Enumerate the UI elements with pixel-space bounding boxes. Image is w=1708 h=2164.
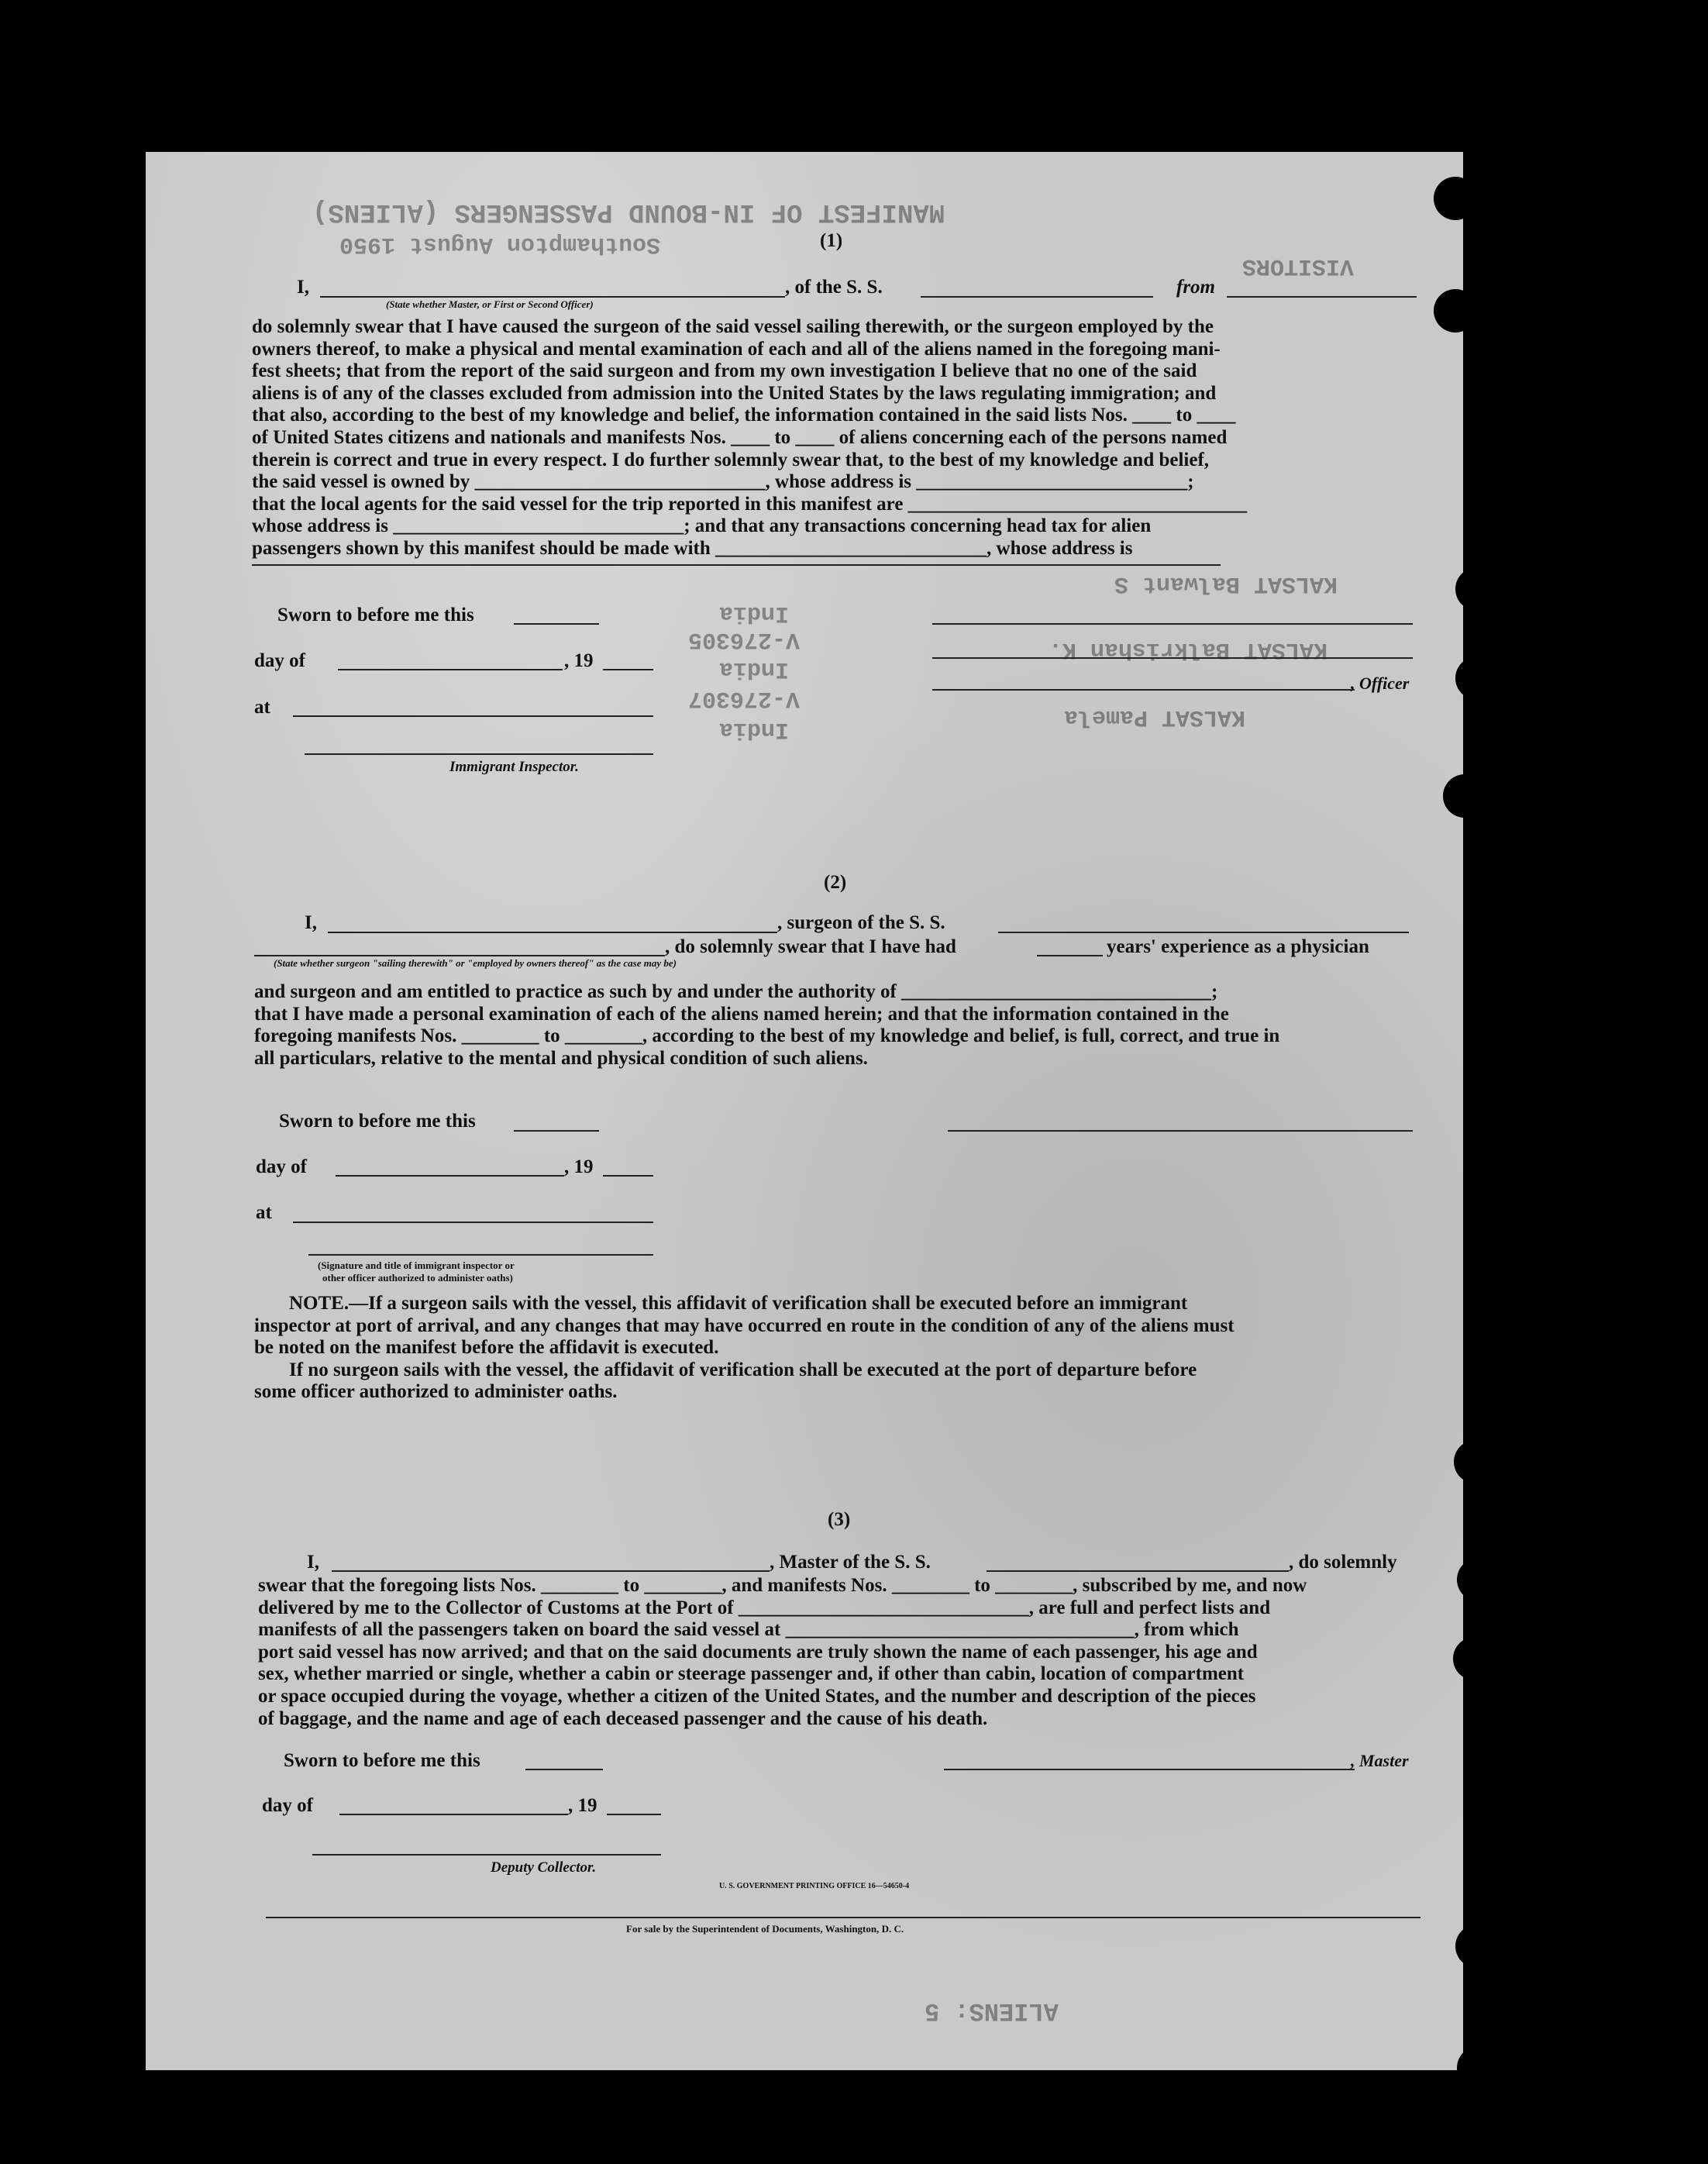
section-2-number: (2)	[824, 872, 847, 893]
s1-inspector-sig-line	[305, 753, 653, 755]
s1-from: from	[1176, 277, 1215, 298]
s2-sig-note-2: other officer authorized to administer oaths)	[322, 1272, 513, 1284]
s1-year-line	[603, 669, 653, 670]
section-3-number: (3)	[828, 1509, 851, 1530]
s2-nineteen: , 19	[564, 1156, 594, 1177]
s3-body-line: manifests of all the passengers taken on board the said vessel at ____________________________________, from which	[258, 1619, 1239, 1641]
s3-master-name-line	[332, 1570, 770, 1572]
s2-year-line	[603, 1175, 653, 1177]
s2-do-swear: , do solemnly swear that I have had	[665, 936, 956, 957]
s1-i-label: I,	[297, 277, 309, 298]
punch-hole	[1455, 1925, 1499, 1968]
s2-surgeon-of: , surgeon of the S. S.	[777, 912, 945, 933]
s1-body-line: whose address is ______________________________; and that any transactions concerning head tax for alien	[252, 515, 1152, 537]
punch-hole	[1457, 1558, 1500, 1601]
s2-note	[254, 1293, 1533, 1404]
ghost-v-2: V-276307	[688, 685, 801, 712]
s1-body-line: aliens is of any of the classes excluded from admission into the United States by the laws regulating immigration; and	[252, 382, 1217, 404]
s2-years-exp: years' experience as a physician	[1107, 936, 1369, 957]
s3-master-sig-line	[944, 1769, 1355, 1770]
s3-body-line: of baggage, and the name and age of each deceased passenger and the cause of his death.	[258, 1707, 988, 1729]
s2-note-line: If no surgeon sails with the vessel, the affidavit of verification shall be executed at the port of departure before	[289, 1359, 1197, 1380]
s1-officer-label: , Officer	[1351, 674, 1410, 693]
s1-body-line: therein is correct and true in every respect. I do further solemnly swear that, to the best of my knowledge and belief,	[252, 449, 1210, 470]
s2-body-line: all particulars, relative to the mental and physical condition of such aliens.	[254, 1047, 868, 1069]
s1-underline	[252, 564, 1221, 566]
punch-hole	[1434, 289, 1477, 333]
s1-at: at	[254, 697, 270, 718]
s1-body-line: that the local agents for the said vessel for the trip reported in this manifest are ___________________________________	[252, 493, 1248, 515]
s1-day-of: day of	[254, 650, 305, 671]
s3-ship-line	[987, 1570, 1289, 1572]
s1-at-line	[293, 715, 653, 717]
punch-hole	[1453, 1637, 1496, 1680]
s1-sworn-line	[514, 623, 599, 625]
ghost-india-1: India	[719, 600, 790, 626]
s2-note-line: some officer authorized to administer oaths.	[254, 1381, 618, 1403]
s1-body-line: the said vessel is owned by ______________________________, whose address is ____________________________;	[252, 471, 1194, 493]
s1-officer-line-2	[932, 657, 1413, 659]
s3-sworn: Sworn to before me this	[284, 1750, 480, 1771]
s3-i-label: I,	[307, 1552, 319, 1573]
footer-rule	[266, 1917, 1420, 1918]
s2-i-label: I,	[305, 912, 317, 933]
s2-sworn-line	[514, 1130, 599, 1132]
s3-body-line: port said vessel has now arrived; and that on the said documents are truly shown the name of each passenger, his age and	[258, 1641, 1258, 1663]
s1-inspector-label: Immigrant Inspector.	[449, 759, 579, 775]
s1-from-port-line	[1227, 296, 1417, 298]
s1-nineteen: , 19	[564, 650, 594, 671]
s2-oath-body	[254, 981, 1533, 1070]
s3-master-label: , Master	[1351, 1751, 1409, 1770]
s1-state-note: (State whether Master, or First or Second Officer)	[386, 298, 594, 310]
s2-body-line: that I have made a personal examination of each of the aliens named herein; and that the information contained in the	[254, 1003, 1229, 1025]
s2-note-line: be noted on the manifest before the affidavit is executed.	[254, 1337, 719, 1359]
punch-hole	[1457, 2046, 1500, 2090]
s2-surgeon-name-line	[328, 932, 777, 933]
punch-hole	[1443, 774, 1486, 818]
punch-hole	[1455, 567, 1499, 611]
s2-years-line	[1037, 955, 1103, 956]
s3-nineteen: , 19	[568, 1795, 597, 1816]
s1-of-ss: , of the S. S.	[785, 277, 883, 298]
s1-body-line: of United States citizens and nationals and manifests Nos. ____ to ____ of aliens concerning each of the persons named	[252, 426, 1228, 448]
s2-ship-line	[998, 932, 1409, 933]
s1-officer-line-3	[932, 689, 1355, 691]
s3-oath-body	[258, 1575, 1537, 1730]
ghost-india-3: India	[719, 716, 790, 743]
s3-body-line: swear that the foregoing lists Nos. ________ to ________, and manifests Nos. ________ to ________, subscribed by me, and now	[258, 1575, 1307, 1596]
s2-at: at	[256, 1202, 272, 1223]
ghost-manifest-title: MANIFEST OF IN-BOUND PASSENGERS (ALIENS)	[312, 197, 945, 226]
ghost-india-2: India	[719, 656, 790, 682]
for-sale-note: For sale by the Superintendent of Documents, Washington, D. C.	[626, 1923, 904, 1935]
ghost-v-1: V-276305	[688, 626, 801, 653]
s1-ship-name-line	[921, 296, 1153, 298]
s1-sworn: Sworn to before me this	[277, 605, 474, 625]
ghost-kalsat-2: KALSAT Balkrishan K.	[1049, 636, 1328, 663]
s3-day-of: day of	[262, 1795, 313, 1816]
s3-body-line: or space occupied during the voyage, whether a citizen of the United States, and the number and description of the pieces	[258, 1685, 1256, 1707]
s1-oath-body	[252, 316, 1531, 560]
s3-do-solemnly: , do solemnly	[1289, 1552, 1397, 1573]
s1-body-line: owners thereof, to make a physical and mental examination of each and all of the aliens named in the foregoing mani-	[252, 338, 1221, 360]
ghost-kalsat-3: KALSAT Pamela	[1064, 704, 1246, 730]
s3-collector-label: Deputy Collector.	[491, 1859, 597, 1876]
s2-state-note: (State whether surgeon "sailing therewith" or "employed by owners thereof" as the case may be)	[274, 957, 677, 969]
ghost-from-southampton: Southampton August 1950	[339, 231, 661, 257]
s1-officer-line-1	[932, 623, 1413, 625]
s3-day-line	[339, 1814, 568, 1815]
s3-sworn-line	[525, 1769, 603, 1770]
s2-sig-line	[308, 1254, 653, 1256]
s2-sworn: Sworn to before me this	[279, 1111, 476, 1132]
s2-body-line: and surgeon and am entitled to practice as such by and under the authority of ________________________________;	[254, 981, 1218, 1002]
s1-body-line: fest sheets; that from the report of the said surgeon and from my own investigation I believe that no one of the said	[252, 360, 1197, 382]
s1-officer-name-line	[320, 296, 785, 298]
s3-year-line	[607, 1814, 661, 1815]
s1-body-line: that also, according to the best of my knowledge and belief, the information contained in the said lists Nos. ____ to ____	[252, 405, 1236, 426]
s1-body-line: do solemnly swear that I have caused the surgeon of the said vessel sailing therewith, or the surgeon employed by the	[252, 316, 1214, 337]
s3-body-line: delivered by me to the Collector of Customs at the Port of ______________________________, are full and perfect lists and	[258, 1597, 1271, 1618]
ghost-kalsat-1: KALSAT Balwant S	[1114, 570, 1338, 597]
s2-sig-note-1: (Signature and title of immigrant inspector or	[318, 1259, 515, 1271]
s2-day-line	[336, 1175, 564, 1177]
s2-note-line: NOTE.—If a surgeon sails with the vessel, this affidavit of verification shall be executed before an immigrant	[289, 1293, 1188, 1314]
section-1-number: (1)	[820, 230, 843, 251]
s3-collector-sig-line	[312, 1854, 661, 1856]
s3-body-line: sex, whether married or single, whether a cabin or steerage passenger and, if other than cabin, location of compartment	[258, 1663, 1245, 1685]
manifest-page	[146, 152, 1463, 2070]
s2-role-line	[254, 955, 665, 956]
ghost-aliens-footer: ALIENS: 5	[925, 1997, 1059, 2025]
punch-hole	[1454, 1440, 1497, 1483]
s1-day-line	[338, 669, 563, 670]
gpo-imprint: U. S. GOVERNMENT PRINTING OFFICE 16—54650-4	[719, 1882, 910, 1890]
s2-day-of: day of	[256, 1156, 307, 1177]
s2-note-line: inspector at port of arrival, and any changes that may have occurred en route in the condition of any of the aliens must	[254, 1315, 1235, 1336]
punch-hole	[1434, 177, 1477, 220]
s3-master-of: , Master of the S. S.	[770, 1552, 931, 1573]
punch-hole	[1455, 656, 1499, 700]
s1-body-line: passengers shown by this manifest should be made with ____________________________, whose address is	[252, 537, 1133, 559]
s2-body-line: foregoing manifests Nos. ________ to ________, according to the best of my knowledge and belief, is full, correct, and true in	[254, 1025, 1280, 1047]
ghost-visitors: VISITORS	[1242, 253, 1355, 279]
s2-surgeon-sig-line	[948, 1130, 1413, 1132]
s2-at-line	[293, 1222, 653, 1223]
